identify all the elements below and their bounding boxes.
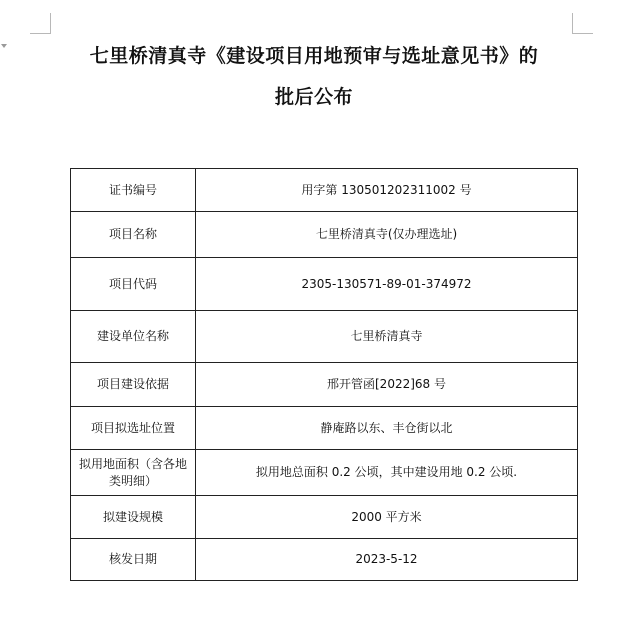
table-row	[71, 258, 578, 311]
table-row	[71, 169, 578, 212]
table-row	[71, 450, 578, 496]
row-value: 用字第 130501202311002 号	[196, 169, 578, 212]
table-row	[71, 407, 578, 450]
table-row	[71, 311, 578, 363]
approval-info-table	[70, 168, 578, 581]
row-value: 2305-130571-89-01-374972	[196, 258, 578, 311]
row-value: 2000 平方米	[196, 496, 578, 539]
row-value: 七里桥清真寺	[196, 311, 578, 363]
row-value: 2023-5-12	[196, 539, 578, 581]
page-corner-mark-top-right	[572, 13, 593, 34]
row-value: 拟用地总面积 0.2 公顷，其中建设用地 0.2 公顷.	[196, 450, 578, 496]
row-label: 项目拟选址位置	[71, 407, 196, 450]
table-row	[71, 496, 578, 539]
row-label: 拟用地面积（含各地类明细）	[71, 450, 196, 496]
row-label: 证书编号	[71, 169, 196, 212]
table-row	[71, 539, 578, 581]
row-label: 建设单位名称	[71, 311, 196, 363]
page-corner-mark-top-left	[30, 13, 51, 34]
table-row	[71, 363, 578, 407]
row-value: 静庵路以东、丰仓街以北	[196, 407, 578, 450]
row-label: 拟建设规模	[71, 496, 196, 539]
row-value: 邢开管函[2022]68 号	[196, 363, 578, 407]
document-title-line-1: 七里桥清真寺《建设项目用地预审与选址意见书》的	[89, 45, 539, 67]
row-value: 七里桥清真寺(仅办理选址)	[196, 212, 578, 258]
row-label: 项目建设依据	[71, 363, 196, 407]
table-row	[71, 212, 578, 258]
document-title-line-2: 批后公布	[274, 86, 353, 108]
row-label: 核发日期	[71, 539, 196, 581]
row-label: 项目名称	[71, 212, 196, 258]
row-label: 项目代码	[71, 258, 196, 311]
